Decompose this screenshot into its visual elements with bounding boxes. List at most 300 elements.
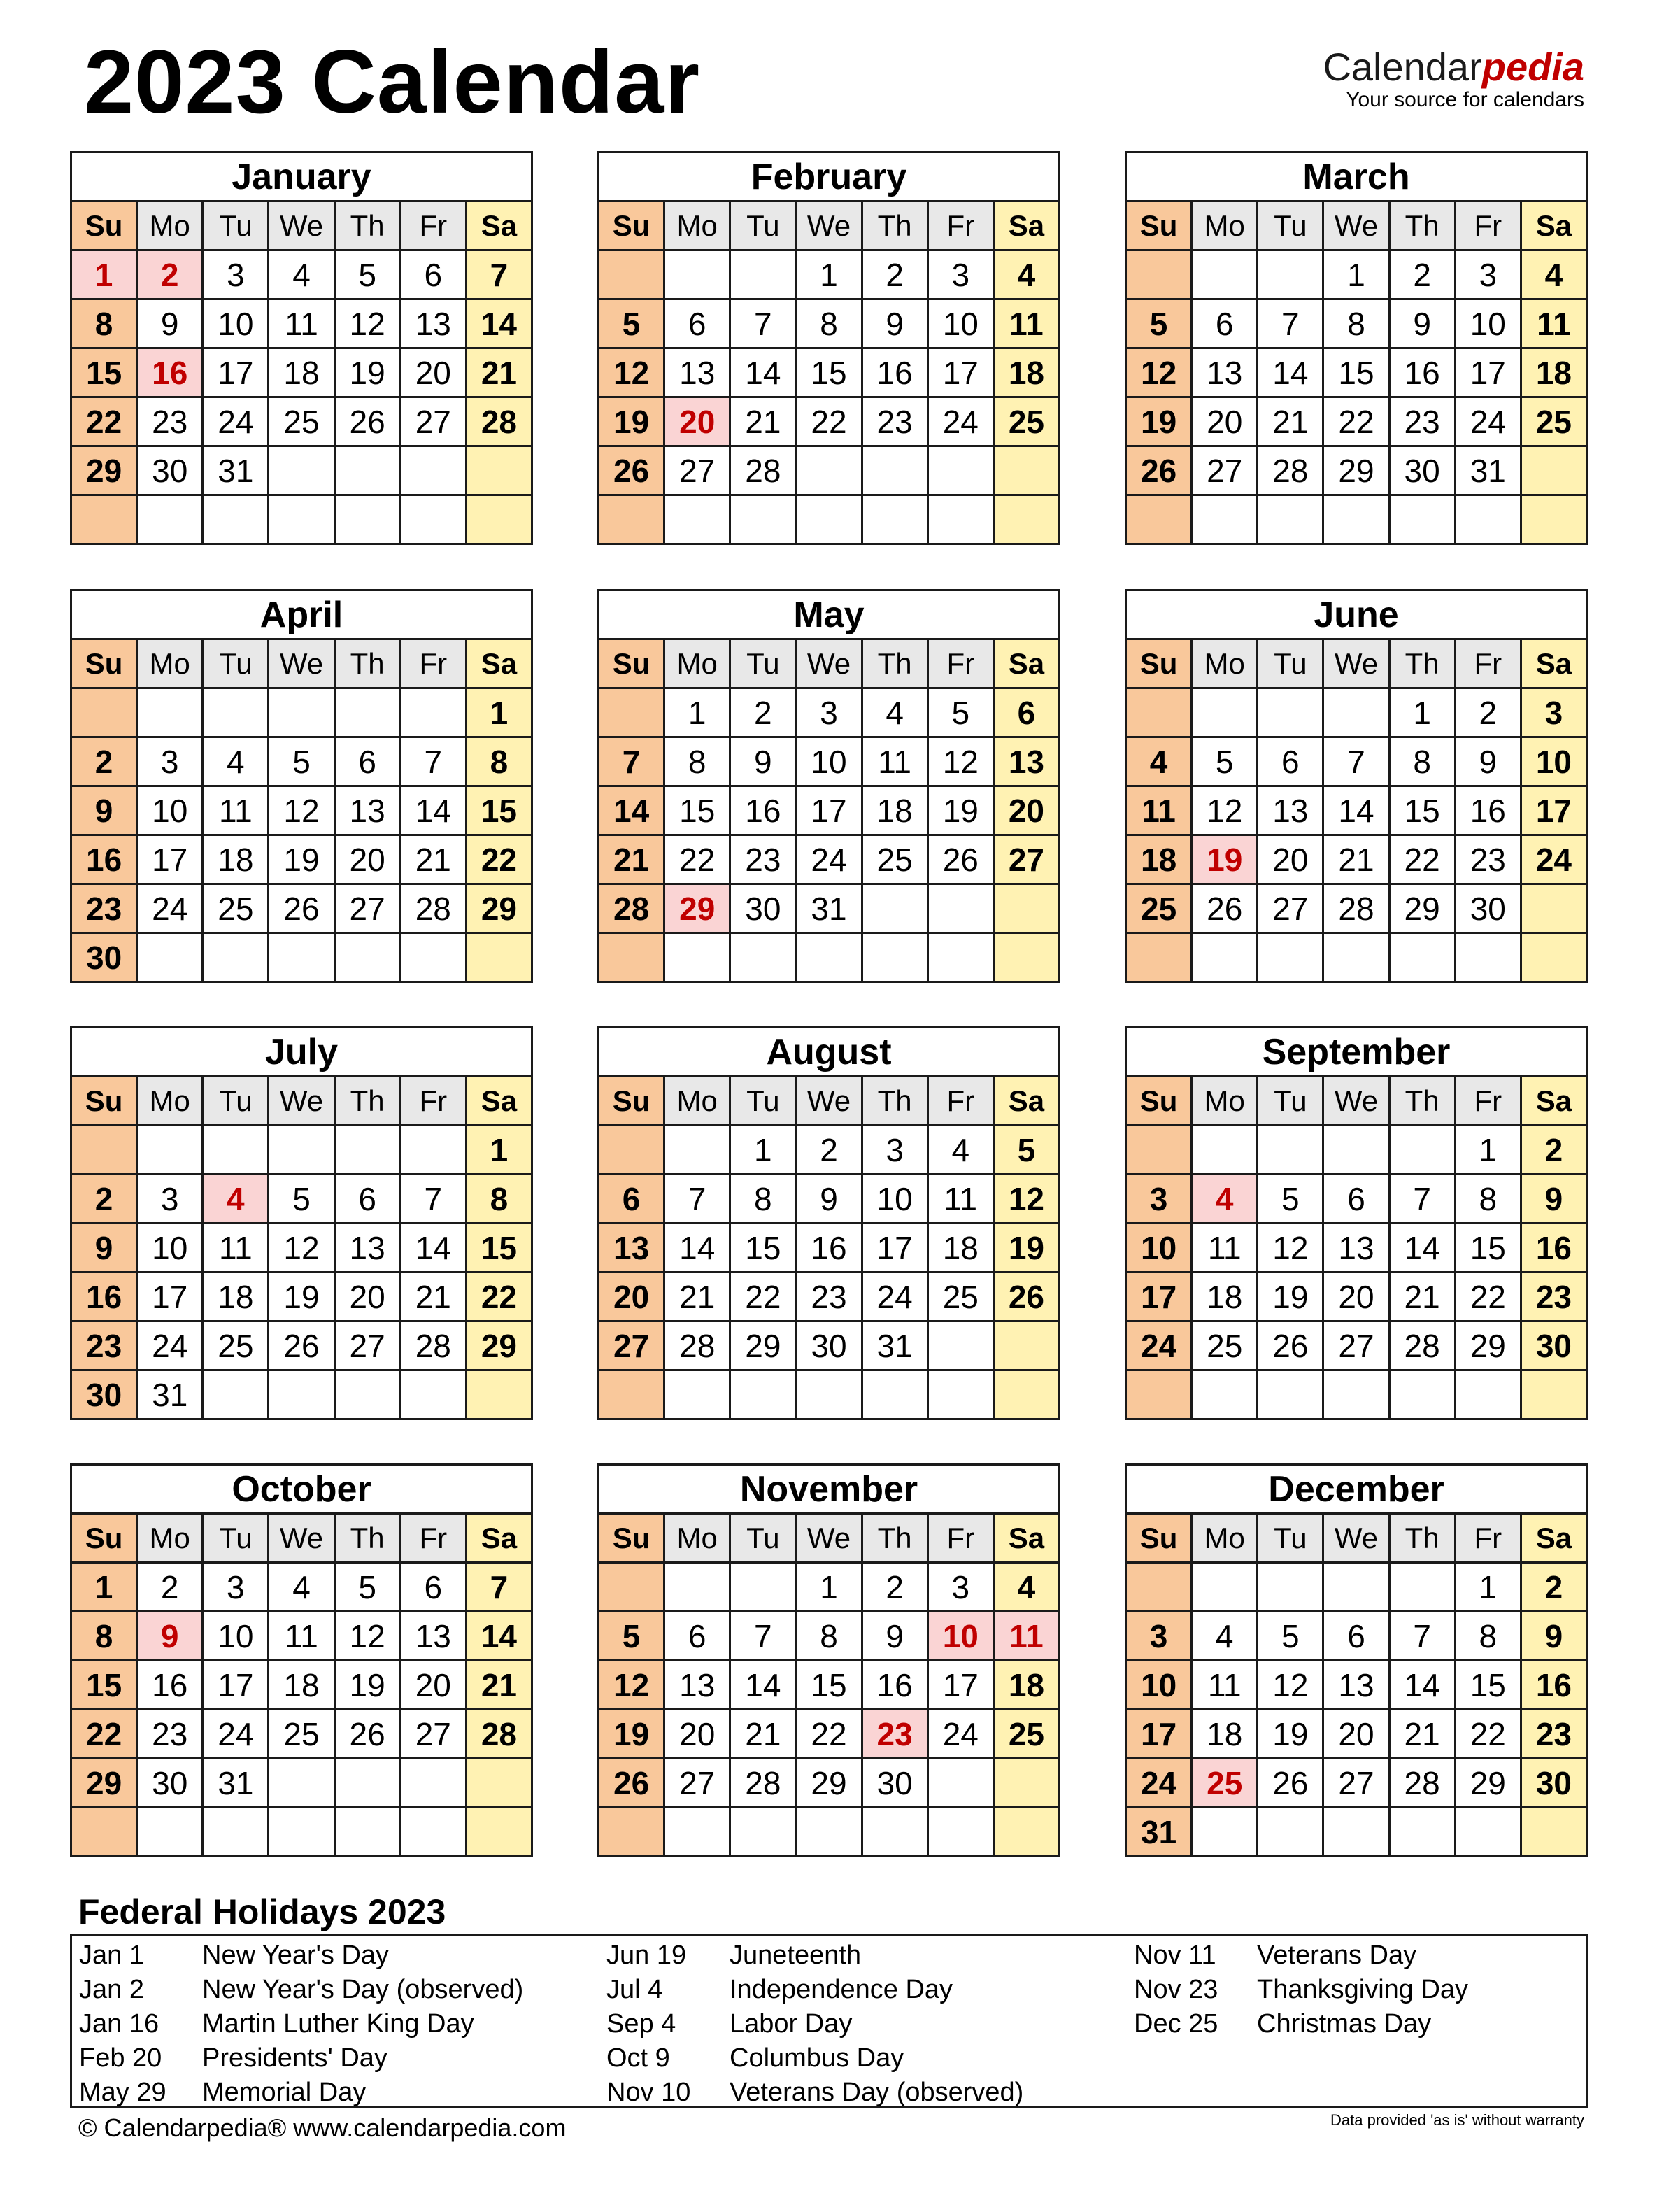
day-cell: 14: [1389, 1661, 1455, 1710]
day-cell: 13: [334, 1224, 400, 1272]
brand-name: [1323, 45, 1584, 89]
holiday-day-cell: 4: [203, 1175, 269, 1224]
weekday-header: Th: [334, 201, 400, 250]
month-table: [597, 589, 1060, 983]
empty-day-cell: [993, 1370, 1059, 1419]
day-cell: 24: [137, 1321, 203, 1370]
day-cell: 17: [137, 835, 203, 884]
day-cell: 9: [862, 299, 927, 348]
month-table: [1125, 151, 1588, 545]
day-cell: 16: [1389, 348, 1455, 397]
brand-logo: [1323, 45, 1584, 111]
weekday-header: Mo: [664, 201, 730, 250]
week-row: [1126, 688, 1587, 737]
empty-day-cell: [71, 495, 137, 544]
day-cell: 26: [1258, 1759, 1323, 1808]
day-cell: 1: [466, 1126, 532, 1175]
week-row: [1126, 1661, 1587, 1710]
day-cell: 3: [927, 250, 993, 299]
week-row: [1126, 1224, 1587, 1272]
empty-day-cell: [862, 933, 927, 982]
day-cell: 11: [269, 299, 334, 348]
footer-disclaimer: Data provided 'as is' without warranty: [1330, 2111, 1584, 2129]
week-row: [71, 786, 532, 835]
day-cell: 2: [1521, 1126, 1586, 1175]
day-cell: 13: [993, 737, 1059, 786]
day-cell: 23: [1389, 397, 1455, 446]
day-cell: 14: [1258, 348, 1323, 397]
holiday-name: Christmas Day: [1257, 2009, 1432, 2039]
day-cell: 17: [927, 1661, 993, 1710]
holiday-day-cell: 2: [137, 250, 203, 299]
empty-day-cell: [334, 688, 400, 737]
empty-day-cell: [1521, 933, 1586, 982]
weekday-header: Sa: [1521, 1077, 1586, 1126]
empty-day-cell: [1258, 1126, 1323, 1175]
day-cell: 10: [1126, 1661, 1192, 1710]
empty-day-cell: [599, 495, 664, 544]
day-cell: 9: [71, 786, 137, 835]
weekday-header: Fr: [927, 1514, 993, 1563]
week-row: [1126, 1759, 1587, 1808]
empty-day-cell: [599, 933, 664, 982]
holiday-day-cell: 10: [927, 1612, 993, 1661]
day-cell: 2: [1521, 1563, 1586, 1612]
empty-day-cell: [1192, 1563, 1258, 1612]
day-cell: 20: [599, 1272, 664, 1321]
weekday-header: We: [1323, 1514, 1389, 1563]
holiday-name: Veterans Day (observed): [730, 2078, 1024, 2107]
holiday-date: Jul 4: [606, 1975, 663, 2004]
day-cell: 18: [203, 1272, 269, 1321]
day-cell: 28: [730, 446, 796, 495]
day-cell: 28: [400, 884, 466, 933]
month-name: April: [71, 590, 532, 639]
weekday-header: Mo: [1192, 1077, 1258, 1126]
weekday-header: Sa: [466, 1077, 532, 1126]
day-cell: 19: [334, 1661, 400, 1710]
weekday-header: Su: [1126, 639, 1192, 688]
day-cell: 16: [137, 1661, 203, 1710]
day-cell: 17: [1455, 348, 1521, 397]
day-cell: 29: [466, 1321, 532, 1370]
day-cell: 30: [1455, 884, 1521, 933]
day-cell: 29: [796, 1759, 862, 1808]
empty-day-cell: [203, 495, 269, 544]
empty-day-cell: [927, 1808, 993, 1857]
day-cell: 14: [1323, 786, 1389, 835]
empty-day-cell: [269, 1808, 334, 1857]
week-row: [599, 1272, 1060, 1321]
empty-day-cell: [927, 884, 993, 933]
empty-day-cell: [203, 933, 269, 982]
day-cell: 30: [1389, 446, 1455, 495]
empty-day-cell: [927, 446, 993, 495]
empty-day-cell: [1126, 933, 1192, 982]
month-august: [597, 1026, 1060, 1418]
day-cell: 22: [730, 1272, 796, 1321]
holiday-day-cell: 25: [1192, 1759, 1258, 1808]
day-cell: 11: [927, 1175, 993, 1224]
day-cell: 20: [1323, 1710, 1389, 1759]
empty-day-cell: [599, 688, 664, 737]
day-cell: 30: [1521, 1321, 1586, 1370]
month-name: May: [599, 590, 1060, 639]
weekday-header: Th: [1389, 1077, 1455, 1126]
day-cell: 3: [796, 688, 862, 737]
week-row: [599, 348, 1060, 397]
day-cell: 2: [730, 688, 796, 737]
day-cell: 23: [730, 835, 796, 884]
weekday-header: Mo: [1192, 1514, 1258, 1563]
week-row: [599, 1710, 1060, 1759]
empty-day-cell: [1389, 933, 1455, 982]
holiday-name: Veterans Day: [1257, 1941, 1417, 1970]
day-cell: 19: [334, 348, 400, 397]
week-row: [1126, 737, 1587, 786]
day-cell: 1: [466, 688, 532, 737]
empty-day-cell: [1389, 495, 1455, 544]
day-cell: 26: [1192, 884, 1258, 933]
empty-day-cell: [796, 446, 862, 495]
holiday-day-cell: 23: [862, 1710, 927, 1759]
holiday-name: New Year's Day: [202, 1941, 390, 1970]
day-cell: 7: [466, 250, 532, 299]
empty-day-cell: [993, 446, 1059, 495]
day-cell: 4: [862, 688, 927, 737]
day-cell: 3: [862, 1126, 927, 1175]
day-cell: 5: [1192, 737, 1258, 786]
empty-day-cell: [862, 884, 927, 933]
day-cell: 9: [862, 1612, 927, 1661]
empty-day-cell: [1258, 933, 1323, 982]
day-cell: 18: [927, 1224, 993, 1272]
day-cell: 13: [664, 1661, 730, 1710]
day-cell: 24: [203, 1710, 269, 1759]
empty-day-cell: [269, 1370, 334, 1419]
weekday-header: Tu: [730, 1077, 796, 1126]
weekday-header: We: [1323, 639, 1389, 688]
week-row: [1126, 835, 1587, 884]
day-cell: 21: [664, 1272, 730, 1321]
weekday-header: Su: [599, 201, 664, 250]
empty-day-cell: [1323, 1126, 1389, 1175]
day-cell: 28: [466, 397, 532, 446]
day-cell: 24: [203, 397, 269, 446]
empty-day-cell: [334, 933, 400, 982]
holiday-name: Martin Luther King Day: [202, 2009, 474, 2039]
weekday-header: We: [1323, 201, 1389, 250]
day-cell: 30: [71, 1370, 137, 1419]
weekday-header: We: [1323, 1077, 1389, 1126]
holiday-entry: [599, 1973, 1023, 2007]
holiday-name: Memorial Day: [202, 2078, 367, 2107]
day-cell: 14: [664, 1224, 730, 1272]
weekday-header: Mo: [664, 1077, 730, 1126]
day-cell: 11: [203, 786, 269, 835]
day-cell: 18: [993, 1661, 1059, 1710]
day-cell: 15: [466, 786, 532, 835]
weekday-header: Mo: [137, 639, 203, 688]
week-row: [1126, 446, 1587, 495]
weekday-header: Tu: [1258, 1077, 1323, 1126]
empty-day-cell: [334, 446, 400, 495]
day-cell: 25: [993, 1710, 1059, 1759]
day-cell: 12: [334, 1612, 400, 1661]
day-cell: 28: [664, 1321, 730, 1370]
day-cell: 12: [599, 348, 664, 397]
day-cell: 2: [1455, 688, 1521, 737]
holiday-name: Juneteenth: [730, 1941, 862, 1970]
day-cell: 14: [599, 786, 664, 835]
day-cell: 9: [71, 1224, 137, 1272]
weekday-header: Tu: [730, 1514, 796, 1563]
holiday-date: Oct 9: [606, 2043, 670, 2073]
week-row: [1126, 1710, 1587, 1759]
day-cell: 6: [1192, 299, 1258, 348]
day-cell: 20: [1192, 397, 1258, 446]
day-cell: 8: [730, 1175, 796, 1224]
month-table: [70, 1026, 533, 1420]
weekday-header: Th: [334, 1514, 400, 1563]
day-cell: 21: [1258, 397, 1323, 446]
day-cell: 28: [1389, 1759, 1455, 1808]
week-row: [71, 299, 532, 348]
day-cell: 26: [599, 446, 664, 495]
day-cell: 20: [1323, 1272, 1389, 1321]
weekday-header: Su: [71, 1514, 137, 1563]
weekday-header: Fr: [400, 1077, 466, 1126]
day-cell: 17: [137, 1272, 203, 1321]
day-cell: 21: [466, 348, 532, 397]
month-june: [1125, 589, 1588, 981]
weekday-header: Th: [1389, 639, 1455, 688]
day-cell: 5: [269, 1175, 334, 1224]
day-cell: 2: [862, 250, 927, 299]
holiday-entry: [599, 2076, 1023, 2110]
day-cell: 30: [862, 1759, 927, 1808]
empty-day-cell: [1521, 884, 1586, 933]
empty-day-cell: [1258, 1808, 1323, 1857]
day-cell: 4: [927, 1126, 993, 1175]
empty-day-cell: [1192, 688, 1258, 737]
day-cell: 7: [730, 1612, 796, 1661]
week-row: [71, 446, 532, 495]
weekday-header: Mo: [664, 639, 730, 688]
holiday-name: New Year's Day (observed): [202, 1975, 524, 2004]
day-cell: 21: [599, 835, 664, 884]
empty-day-cell: [862, 446, 927, 495]
empty-day-cell: [664, 1370, 730, 1419]
day-cell: 28: [730, 1759, 796, 1808]
day-cell: 26: [1258, 1321, 1323, 1370]
day-cell: 26: [993, 1272, 1059, 1321]
week-row: [71, 1272, 532, 1321]
empty-day-cell: [400, 1808, 466, 1857]
empty-day-cell: [599, 1126, 664, 1175]
day-cell: 29: [1389, 884, 1455, 933]
day-cell: 26: [599, 1759, 664, 1808]
day-cell: 20: [400, 1661, 466, 1710]
empty-day-cell: [269, 933, 334, 982]
holiday-entry: [72, 2007, 523, 2041]
week-row: [71, 1808, 532, 1857]
week-row: [599, 1563, 1060, 1612]
day-cell: 1: [1455, 1563, 1521, 1612]
empty-day-cell: [1521, 495, 1586, 544]
day-cell: 6: [599, 1175, 664, 1224]
holiday-date: Feb 20: [79, 2043, 162, 2073]
empty-day-cell: [203, 1808, 269, 1857]
day-cell: 6: [1323, 1612, 1389, 1661]
day-cell: 17: [796, 786, 862, 835]
empty-day-cell: [1323, 495, 1389, 544]
week-row: [71, 1126, 532, 1175]
month-name: July: [71, 1028, 532, 1077]
day-cell: 21: [1389, 1272, 1455, 1321]
weekday-header: Su: [1126, 1514, 1192, 1563]
day-cell: 22: [1389, 835, 1455, 884]
day-cell: 15: [664, 786, 730, 835]
day-cell: 3: [1126, 1175, 1192, 1224]
empty-day-cell: [1126, 495, 1192, 544]
week-row: [599, 1612, 1060, 1661]
day-cell: 31: [1455, 446, 1521, 495]
day-cell: 10: [137, 786, 203, 835]
day-cell: 22: [1455, 1272, 1521, 1321]
day-cell: 16: [71, 1272, 137, 1321]
empty-day-cell: [927, 1759, 993, 1808]
holiday-day-cell: 19: [1192, 835, 1258, 884]
day-cell: 9: [730, 737, 796, 786]
month-name: August: [599, 1028, 1060, 1077]
day-cell: 18: [862, 786, 927, 835]
weekday-header: Mo: [664, 1514, 730, 1563]
weekday-header: Th: [334, 1077, 400, 1126]
day-cell: 7: [730, 299, 796, 348]
week-row: [599, 884, 1060, 933]
day-cell: 8: [1389, 737, 1455, 786]
day-cell: 14: [466, 299, 532, 348]
day-cell: 23: [1455, 835, 1521, 884]
holiday-column: [599, 1938, 1023, 2110]
week-row: [71, 1612, 532, 1661]
day-cell: 4: [203, 737, 269, 786]
day-cell: 20: [334, 835, 400, 884]
day-cell: 13: [664, 348, 730, 397]
weekday-header: We: [796, 201, 862, 250]
day-cell: 22: [1455, 1710, 1521, 1759]
empty-day-cell: [730, 1563, 796, 1612]
day-cell: 5: [599, 1612, 664, 1661]
day-cell: 19: [269, 1272, 334, 1321]
weekday-header: We: [796, 639, 862, 688]
day-cell: 1: [796, 1563, 862, 1612]
day-cell: 30: [137, 446, 203, 495]
holiday-date: Nov 10: [606, 2078, 691, 2107]
day-cell: 12: [269, 1224, 334, 1272]
month-table: [70, 1463, 533, 1857]
weekday-header: Su: [71, 1077, 137, 1126]
holiday-day-cell: 20: [664, 397, 730, 446]
holiday-entry: [1127, 1938, 1468, 1973]
day-cell: 15: [1323, 348, 1389, 397]
empty-day-cell: [1258, 688, 1323, 737]
holidays-list: [70, 1934, 1588, 2108]
empty-day-cell: [1192, 250, 1258, 299]
day-cell: 2: [862, 1563, 927, 1612]
holiday-entry: [72, 2076, 523, 2110]
day-cell: 6: [400, 250, 466, 299]
empty-day-cell: [1126, 1370, 1192, 1419]
holiday-date: Nov 23: [1134, 1975, 1218, 2004]
month-name: March: [1126, 153, 1587, 201]
empty-day-cell: [137, 933, 203, 982]
empty-day-cell: [137, 688, 203, 737]
week-row: [1126, 1321, 1587, 1370]
holiday-date: Jan 16: [79, 2009, 159, 2039]
week-row: [71, 835, 532, 884]
weekday-header: Sa: [1521, 201, 1586, 250]
weekday-header: Tu: [730, 639, 796, 688]
empty-day-cell: [1389, 1808, 1455, 1857]
empty-day-cell: [993, 884, 1059, 933]
day-cell: 26: [334, 1710, 400, 1759]
empty-day-cell: [1455, 933, 1521, 982]
empty-day-cell: [1126, 250, 1192, 299]
empty-day-cell: [203, 688, 269, 737]
empty-day-cell: [664, 1808, 730, 1857]
empty-day-cell: [400, 495, 466, 544]
day-cell: 30: [730, 884, 796, 933]
week-row: [71, 1563, 532, 1612]
empty-day-cell: [334, 1759, 400, 1808]
empty-day-cell: [203, 1370, 269, 1419]
month-name: February: [599, 153, 1060, 201]
week-row: [71, 884, 532, 933]
weekday-header: Mo: [137, 201, 203, 250]
month-september: [1125, 1026, 1588, 1418]
day-cell: 23: [71, 1321, 137, 1370]
day-cell: 4: [1521, 250, 1586, 299]
month-table: [1125, 589, 1588, 983]
empty-day-cell: [466, 495, 532, 544]
empty-day-cell: [927, 1370, 993, 1419]
day-cell: 19: [269, 835, 334, 884]
week-row: [599, 1808, 1060, 1857]
day-cell: 28: [466, 1710, 532, 1759]
empty-day-cell: [730, 1808, 796, 1857]
weekday-header: Fr: [1455, 201, 1521, 250]
day-cell: 18: [1126, 835, 1192, 884]
day-cell: 19: [1258, 1710, 1323, 1759]
holidays-title: Federal Holidays 2023: [78, 1892, 446, 1931]
empty-day-cell: [1192, 1126, 1258, 1175]
week-row: [1126, 1612, 1587, 1661]
month-name: December: [1126, 1465, 1587, 1514]
week-row: [599, 786, 1060, 835]
week-row: [599, 250, 1060, 299]
empty-day-cell: [599, 250, 664, 299]
week-row: [71, 688, 532, 737]
week-row: [599, 446, 1060, 495]
holiday-day-cell: 11: [993, 1612, 1059, 1661]
empty-day-cell: [1192, 1808, 1258, 1857]
day-cell: 31: [796, 884, 862, 933]
day-cell: 7: [599, 737, 664, 786]
holiday-date: May 29: [79, 2078, 166, 2107]
day-cell: 27: [1192, 446, 1258, 495]
